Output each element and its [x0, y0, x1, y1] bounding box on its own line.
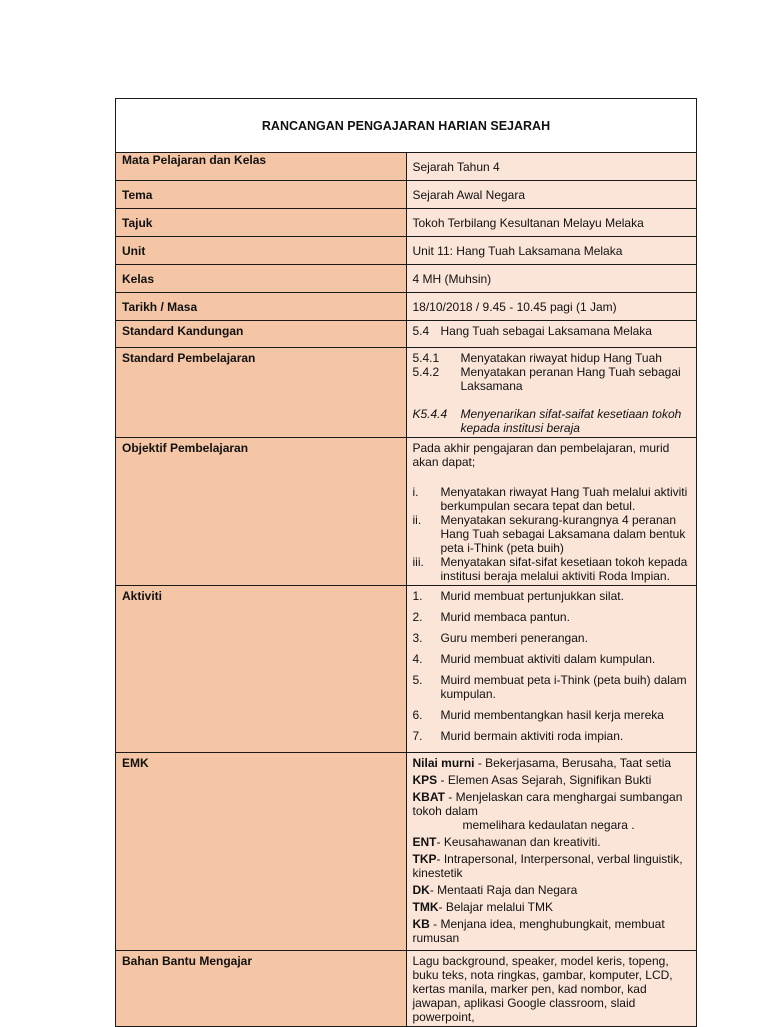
- label-tarikh: Tarikh / Masa: [116, 293, 407, 321]
- row-emk: [116, 753, 697, 951]
- value-unit: Unit 11: Hang Tuah Laksamana Melaka: [406, 237, 697, 265]
- lesson-plan-table: [115, 98, 697, 1027]
- row-tema: [116, 181, 697, 209]
- list-item: 3. Guru memberi penerangan.: [412, 631, 588, 645]
- list-item: 1. Murid membuat pertunjukkan silat.: [412, 589, 624, 603]
- value-objektif: [406, 438, 697, 586]
- value-mata-pelajaran: Sejarah Tahun 4: [406, 153, 697, 181]
- emk-item: TMK- Belajar melalui TMK: [412, 900, 553, 914]
- value-standard-pembelajaran: [406, 348, 697, 438]
- row-mata-pelajaran: [116, 153, 697, 181]
- label-bahan: Bahan Bantu Mengajar: [116, 951, 407, 1027]
- list-item: 4. Murid membuat aktiviti dalam kumpulan.: [412, 652, 656, 666]
- list-item: 7. Murid bermain aktiviti roda impian.: [412, 729, 624, 743]
- emk-item: Nilai murni - Bekerjasama, Berusaha, Taat setia: [412, 756, 672, 770]
- list-item: 6. Murid membentangkan hasil kerja mereka: [412, 708, 664, 722]
- emk-item: ENT- Keusahawanan dan kreativiti.: [412, 835, 601, 849]
- label-aktiviti: Aktiviti: [116, 586, 407, 753]
- sp-item: 5.4.1 Menyatakan riwayat hidup Hang Tuah: [412, 351, 662, 365]
- list-item: 2. Murid membaca pantun.: [412, 610, 570, 624]
- value-bahan: Lagu background, speaker, model keris, topeng, buku teks, nota ringkas, gambar, komputer, LCD, kertas manila, marker pen, kad nombor, kad jawapan, aplikasi Google classroom, slaid powerpoint,: [406, 951, 697, 1027]
- value-emk: [406, 753, 697, 951]
- label-objektif: Objektif Pembelajaran: [116, 438, 407, 586]
- row-kelas: [116, 265, 697, 293]
- row-aktiviti: [116, 586, 697, 753]
- objektif-intro: Pada akhir pengajaran dan pembelajaran, murid akan dapat;: [412, 441, 670, 469]
- label-standard-pembelajaran: Standard Pembelajaran: [116, 348, 407, 438]
- sk-text: Hang Tuah sebagai Laksamana Melaka: [440, 324, 652, 338]
- emk-item: KPS - Elemen Asas Sejarah, Signifikan Bukti: [412, 773, 652, 787]
- title-row: [116, 99, 697, 153]
- label-emk: EMK: [116, 753, 407, 951]
- row-bahan: [116, 951, 697, 1027]
- emk-item: KBAT - Menjelaskan cara menghargai sumbangan tokoh dalam memelihara kedaulatan negara .: [412, 790, 683, 832]
- row-standard-pembelajaran: [116, 348, 697, 438]
- label-kelas: Kelas: [116, 265, 407, 293]
- sp-item: 5.4.2 Menyatakan peranan Hang Tuah sebagai Laksamana: [412, 365, 681, 393]
- label-standard-kandungan: Standard Kandungan: [116, 321, 407, 348]
- value-standard-kandungan: [406, 321, 697, 348]
- label-mata-pelajaran: Mata Pelajaran dan Kelas: [116, 153, 407, 181]
- label-tema: Tema: [116, 181, 407, 209]
- sp-extra: K5.4.4 Menyenarikan sifat-saifat kesetiaan tokoh kepada institusi beraja: [412, 407, 682, 435]
- value-kelas: 4 MH (Muhsin): [406, 265, 697, 293]
- row-unit: [116, 237, 697, 265]
- emk-item: TKP- Intrapersonal, Interpersonal, verbal linguistik, kinestetik: [412, 852, 683, 880]
- emk-item: DK- Mentaati Raja dan Negara: [412, 883, 578, 897]
- list-item: ii. Menyatakan sekurang-kurangnya 4 peranan Hang Tuah sebagai Laksamana dalam bentuk peta i-Think (peta buih): [412, 513, 686, 555]
- document-title: RANCANGAN PENGAJARAN HARIAN SEJARAH: [116, 99, 697, 153]
- value-tajuk: Tokoh Terbilang Kesultanan Melayu Melaka: [406, 209, 697, 237]
- label-unit: Unit: [116, 237, 407, 265]
- sk-number: 5.4: [412, 324, 430, 338]
- value-tarikh: 18/10/2018 / 9.45 - 10.45 pagi (1 Jam): [406, 293, 697, 321]
- value-tema: Sejarah Awal Negara: [406, 181, 697, 209]
- row-standard-kandungan: [116, 321, 697, 348]
- value-aktiviti: [406, 586, 697, 753]
- list-item: 5. Muird membuat peta i-Think (peta buih) dalam kumpulan.: [412, 673, 687, 701]
- row-tajuk: [116, 209, 697, 237]
- list-item: i. Menyatakan riwayat Hang Tuah melalui aktiviti berkumpulan secara tepat dan betul.: [412, 485, 688, 513]
- row-tarikh: [116, 293, 697, 321]
- emk-item: KB - Menjana idea, menghubungkait, membuat rumusan: [412, 917, 665, 945]
- list-item: iii. Menyatakan sifat-sifat kesetiaan tokoh kepada institusi beraja melalui aktiviti Roda Impian.: [412, 555, 688, 583]
- row-objektif: [116, 438, 697, 586]
- label-tajuk: Tajuk: [116, 209, 407, 237]
